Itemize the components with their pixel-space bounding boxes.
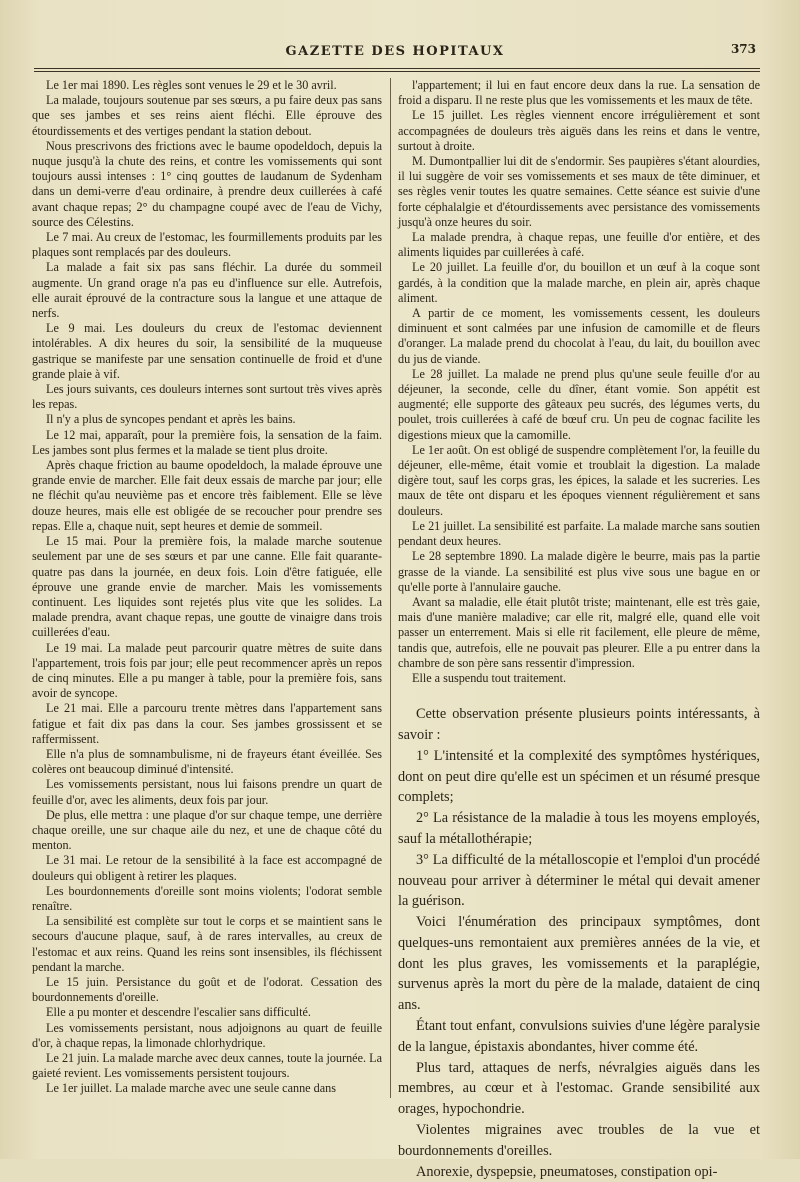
right-column <box>398 78 760 1180</box>
paragraph: Le 1er mai 1890. Les règles sont venues le 29 et le 30 avril. <box>46 78 337 92</box>
paragraph: La malade a fait six pas sans fléchir. La durée du sommeil augmente. Un grand orage n'a pas eu d'influence sur elle. Autrefois, elle aurait éprouvé de la contracture sous la langue et une attaque de nerfs. <box>32 260 382 321</box>
paragraph: Le 12 mai, apparaît, pour la première fois, la sensation de la faim. Les jambes sont plus fermes et la malade se tient plus droite. <box>32 427 382 457</box>
paragraph: Voici l'énumération des principaux symptômes, dont quelques-uns remontaient aux premières années de la vie, et dont les plus graves, les vomissements et la paraplégie, survenus après la mort du père de la malade, dataient de cinq ans. <box>398 914 760 1014</box>
paragraph: Elle a suspendu tout traitement. <box>412 670 566 685</box>
paragraph: La malade prendra, à chaque repas, une feuille d'or entière, et des aliments liquides par cuillerées à café. <box>398 230 760 260</box>
paragraph: Étant tout enfant, convulsions suivies d'une légère paralysie de la langue, épistaxis abondantes, hiver comme été. <box>398 1018 760 1055</box>
paragraph: Cette observation présente plusieurs points intéressants, à savoir : <box>398 706 760 743</box>
paragraph: Le 15 juillet. Les règles viennent encore irrégulièrement et sont accompagnées de douleurs très aiguës dans les reins et dans le ventre, surtout à droite. <box>398 108 760 153</box>
header-rule <box>34 68 760 69</box>
paragraph: A partir de ce moment, les vomissements cessent, les douleurs diminuent et sont calmées par une infusion de camomille et de fleurs d'oranger. La malade prend du chocolat à l'eau, du lait, du bouillon avec du jus de viande. <box>398 306 760 366</box>
paragraph: Le 31 mai. Le retour de la sensibilité à la face est accompagné de douleurs qui obligent à retirer les plaques. <box>32 853 382 883</box>
paragraph: Les bourdonnements d'oreille sont moins violents; l'odorat semble renaître. <box>32 883 382 913</box>
paragraph: Le 21 juin. La malade marche avec deux cannes, toute la journée. La gaieté revient. Les vomissements persistent toujours. <box>32 1051 382 1081</box>
paragraph: Le 9 mai. Les douleurs du creux de l'estomac deviennent intolérables. A dix heures du soir, la sensibilité de la muqueuse gastrique se manifeste par une sensation continuelle de froid et d'une grande plaie à vif. <box>32 321 382 381</box>
paragraph: Le 1er juillet. La malade marche avec une seule canne dans <box>46 1081 336 1096</box>
paragraph: Elle a pu monter et descendre l'escalier sans difficulté. <box>46 1005 311 1020</box>
paragraph: Nous prescrivons des frictions avec le baume opodeldoch, depuis la nuque jusqu'à la chute des reins, et contre les vomissements qui sont toujours aussi intenses : 1° cinq gouttes de laudanum de Sydenham dans un demi-verre d'eau ordinaire, à prendre deux cuillerées à café avant chaque repas; 2° du champagne coupé avec de l'eau de Vichy, source des Célestins. <box>32 138 382 229</box>
paragraph: Les vomissements persistant, nous lui faisons prendre un quart de feuille d'or, avec les aliments, deux fois par jour. <box>32 777 382 807</box>
paragraph: 1° L'intensité et la complexité des symptômes hystériques, dont on peut dire qu'elle est un spécimen et un résumé presque complets; <box>398 747 760 806</box>
paragraph: Anorexie, dyspepsie, pneumatoses, constipation opi- <box>416 1163 718 1180</box>
paragraph: Plus tard, attaques de nerfs, névralgies aiguës dans les membres, au cœur et à l'estomac. Grande sensibilité aux orages, hypochondrie. <box>398 1059 760 1118</box>
paragraph: Après chaque friction au baume opodeldoch, la malade éprouve une grande envie de marcher. Elle fait deux essais de marche par jour; elle ne fléchit qu'au neuvième pas et encore très faiblement. Elle se lève douze heures, mais elle est obligée de se recoucher pour prendre ses repas. Elle a, chaque nuit, sept heures et demie de sommeil. <box>32 458 382 533</box>
paragraph: Le 21 mai. Elle a parcouru trente mètres dans l'appartement sans fatigue et fait dix pas dans la cour. Ses jambes grossissent et se raffermissent. <box>32 701 382 746</box>
paragraph: Le 19 mai. La malade peut parcourir quatre mètres de suite dans l'appartement, trois fois par jour; elle peut recommencer après un repos de cinq minutes. Elle a pu manger à table, pour la première fois, sans avoir de syncope. <box>32 640 382 701</box>
paragraph: La malade, toujours soutenue par ses sœurs, a pu faire deux pas sans que ses jambes et ses reins aient fléchi. Elle éprouve des étourdissements et des vertiges pendant la station debout. <box>32 93 382 138</box>
paragraph: Le 28 septembre 1890. La malade digère le beurre, mais pas la partie grasse de la viande. La sensibilité est plus vive sous une bague en or qu'elle porte à l'annulaire gauche. <box>398 549 760 594</box>
paragraph: Les vomissements persistant, nous adjoignons au quart de feuille d'or, à chaque repas, la limonade chlorhydrique. <box>32 1020 382 1050</box>
paragraph: Il n'y a plus de syncopes pendant et après les bains. <box>46 412 296 427</box>
page-number: 373 <box>730 42 756 56</box>
paragraph: Le 7 mai. Au creux de l'estomac, les fourmillements produits par les plaques sont remplacés par des douleurs. <box>32 230 382 260</box>
column-divider <box>390 78 391 1098</box>
paragraph: Le 20 juillet. La feuille d'or, du bouillon et un œuf à la coque sont gardés, à la condition que la malade marche, en plein air, après chaque aliment. <box>398 260 760 305</box>
paragraph: Le 15 mai. Pour la première fois, la malade marche soutenue seulement par une de ses sœurs et par une canne. Elle fait quarante-quatre pas dans la journée, en deux fois. Loin d'être fatiguée, elle éprouve une grande envie de marcher. Mais les vomissements continuent. Les liquides sont rejetés plus vite que les solides. La malade prendra, avant chaque repas, une goutte de vinaigre dans trois cuillerées d'eau. <box>32 534 382 640</box>
paragraph: Le 21 juillet. La sensibilité est parfaite. La malade marche sans soutien pendant deux heures. <box>398 518 760 549</box>
paragraph: De plus, elle mettra : une plaque d'or sur chaque tempe, une derrière chaque oreille, une sur chaque aile du nez, et une de chaque côté du menton. <box>32 807 382 853</box>
paragraph: La sensibilité est complète sur tout le corps et se maintient sans le secours d'aucune plaque, sauf, à de rares intervalles, au creux de l'estomac et aux reins. Quand les reins sont insensibles, ils fléchissent pendant la marche. <box>32 914 382 974</box>
right-column-notes <box>398 78 760 686</box>
paragraph: 2° La résistance de la maladie à tous les moyens employés, sauf la métallothérapie; <box>398 810 760 847</box>
paragraph: 3° La difficulté de la métalloscopie et l'emploi d'un procédé nouveau pour arriver à déterminer le métal qui devait amener la guérison. <box>398 851 760 910</box>
paragraph: Le 1er août. On est obligé de suspendre complètement l'or, la feuille du déjeuner, elle-même, était vomie et troublait la digestion. La malade digère tout, sauf les corps gras, les épices, la salade et les sucreries. Les maux de tête ont disparu et les époques viennent régulièrement et sans douleurs. <box>398 442 760 518</box>
journal-title: GAZETTE DES HOPITAUX <box>285 44 505 59</box>
header-rule-thin <box>34 71 760 72</box>
paragraph: Les jours suivants, ces douleurs internes sont surtout très vives après les repas. <box>32 382 382 412</box>
paragraph: M. Dumontpallier lui dit de s'endormir. Ses paupières s'étant alourdies, il lui suggère de voir ses vomissements et ses maux de tête diminuer, et ses règles venir toutes les quatre semaines. Cette séance est suivie d'une forte céphalalgie et d'étourdissements avec persistance des vomissements jusqu'à onze heures du soir. <box>398 154 760 229</box>
page-header <box>30 44 760 66</box>
paragraph: Violentes migraines avec troubles de la vue et bourdonnements d'oreilles. <box>398 1122 760 1159</box>
paragraph: Avant sa maladie, elle était plutôt triste; maintenant, elle est très gaie, mais d'une manière maladive; car elle rit, malgré elle, quand elle voit passer un enterrement. Mais si elle rit facilement, elle pleure de même, tandis que, autrefois, elle ne pouvait pas pleurer. Elle a pu entrer dans la chambre de son père sans ressentir d'impression. <box>398 594 760 670</box>
paragraph: Elle n'a plus de somnambulisme, ni de frayeurs étant éveillée. Ses colères ont beaucoup diminué d'intensité. <box>32 746 382 777</box>
right-column-discussion <box>398 704 760 1182</box>
section-gap <box>398 686 760 704</box>
paragraph: Le 15 juin. Persistance du goût et de l'odorat. Cessation des bourdonnements d'oreille. <box>32 974 382 1005</box>
left-column <box>32 78 382 1098</box>
paragraph: Le 28 juillet. La malade ne prend plus qu'une seule feuille d'or au déjeuner, la seconde, celle du dîner, étant vomie. Son appétit est augmenté; elle supporte des gâteaux peu sucrés, des légumes verts, du poulet, trois cuillerées à café de bœuf cru. Un peu de cognac facilite les digestions mieux que la camomille. <box>398 366 760 442</box>
paragraph: l'appartement; il lui en faut encore deux dans la rue. La sensation de froid a disparu. Il ne reste plus que les vomissements et les maux de tête. <box>398 78 760 108</box>
